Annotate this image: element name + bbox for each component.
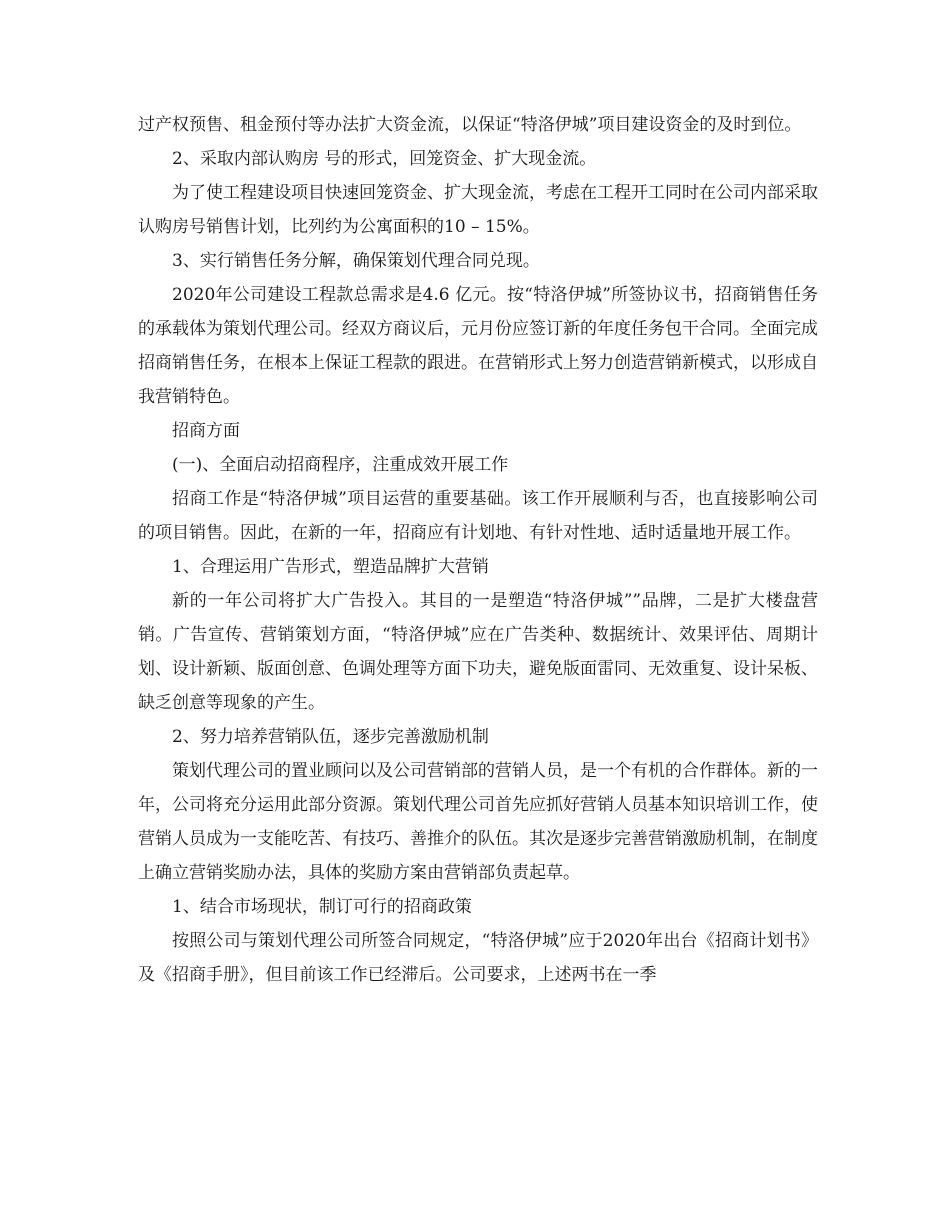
document-body [138,108,818,992]
section-heading: 招商方面 [172,421,240,441]
paragraph: 为了使工程建设项目快速回笼资金、扩大现金流，考虑在工程开工同时在公司内部采取认购房号销售计划，比列约为公寓面积的10 – 15%。 [138,183,818,237]
paragraph: 2、采取内部认购房 号的形式，回笼资金、扩大现金流。 [172,149,597,169]
item-heading: 2、努力培养营销队伍，逐步完善激励机制 [172,727,489,747]
paragraph: 新的一年公司将扩大广告投入。其目的一是塑造“特洛伊城””品牌，二是扩大楼盘营销。广告宣传、营销策划方面，“特洛伊城”应在广告类种、数据统计、效果评估、周期计划、设计新颖、版面创意、色调处理等方面下功夫，避免版面雷同、无效重复、设计呆板、缺乏创意等现象的产生。 [138,591,818,713]
paragraph: 策划代理公司的置业顾问以及公司营销部的营销人员，是一个有机的合作群体。新的一年，公司将充分运用此部分资源。策划代理公司首先应抓好营销人员基本知识培训工作，使营销人员成为一支能吃苦、有技巧、善推介的队伍。其次是逐步完善营销激励机制，在制度上确立营销奖励办法，具体的奖励方案由营销部负责起草。 [138,761,818,883]
paragraph: 招商工作是“特洛伊城”项目运营的重要基础。该工作开展顺利与否，也直接影响公司的项目销售。因此，在新的一年，招商应有计划地、有针对性地、适时适量地开展工作。 [138,489,818,543]
item-heading: 1、结合市场现状，制订可行的招商政策 [172,897,472,917]
item-heading: 1、合理运用广告形式，塑造品牌扩大营销 [172,557,489,577]
paragraph: 2020年公司建设工程款总需求是4.6 亿元。按“特洛伊城”所签协议书，招商销售任务的承载体为策划代理公司。经双方商议后，元月份应签订新的年度任务包干合同。全面完成招商销售任务，在根本上保证工程款的跟进。在营销形式上努力创造营销新模式，以形成自我营销特色。 [138,285,818,407]
paragraph: 按照公司与策划代理公司所签合同规定，“特洛伊城”应于2020年出台《招商计划书》及《招商手册》，但目前该工作已经滞后。公司要求，上述两书在一季 [138,931,818,985]
paragraph: 3、实行销售任务分解，确保策划代理合同兑现。 [172,251,540,271]
paragraph: 过产权预售、租金预付等办法扩大资金流，以保证“特洛伊城”项目建设资金的及时到位。 [138,115,802,135]
subsection-heading: (一)、全面启动招商程序，注重成效开展工作 [172,455,509,475]
